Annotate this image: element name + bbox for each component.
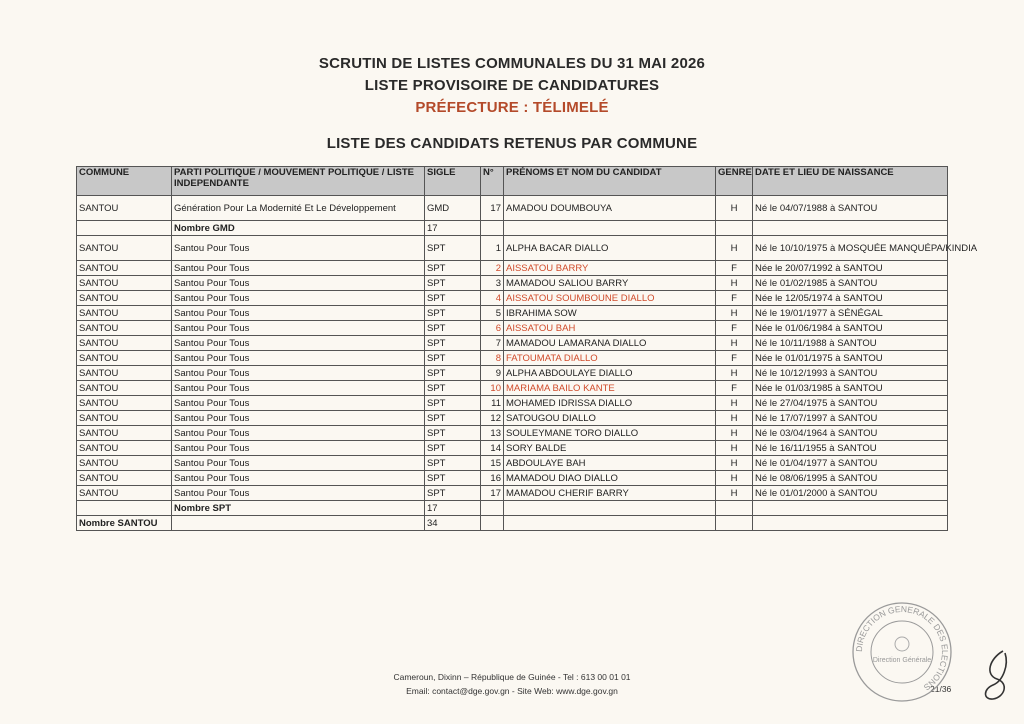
- cell-parti: Santou Pour Tous: [172, 396, 425, 411]
- table-row: [77, 411, 948, 426]
- cell-genre: F: [716, 291, 753, 306]
- cell-parti: Santou Pour Tous: [172, 306, 425, 321]
- cell-nom: MOHAMED IDRISSA DIALLO: [504, 396, 716, 411]
- cell-nom: AISSATOU BARRY: [504, 261, 716, 276]
- cell-num: 3: [481, 276, 504, 291]
- col-nom: PRÉNOMS ET NOM DU CANDIDAT: [504, 167, 716, 196]
- cell-commune: SANTOU: [77, 351, 172, 366]
- signature-mark: [975, 645, 1015, 705]
- subtotal-row-gmd: [77, 221, 948, 236]
- table-row: [77, 196, 948, 221]
- cell-nom: MAMADOU SALIOU BARRY: [504, 276, 716, 291]
- table-row: [77, 321, 948, 336]
- cell-sigle: SPT: [425, 276, 481, 291]
- cell-commune: SANTOU: [77, 456, 172, 471]
- cell-parti: Santou Pour Tous: [172, 426, 425, 441]
- cell-nom: ABDOULAYE BAH: [504, 456, 716, 471]
- cell-nom: AISSATOU BAH: [504, 321, 716, 336]
- cell-nom: MAMADOU LAMARANA DIALLO: [504, 336, 716, 351]
- cell-sigle: SPT: [425, 456, 481, 471]
- svg-text:DIRECTION GENERALE DES ELECTIO: DIRECTION GENERALE DES ELECTIONS: [853, 603, 951, 693]
- cell-naissance: Née le 20/07/1992 à SANTOU: [753, 261, 948, 276]
- cell-naissance: Né le 16/11/1955 à SANTOU: [753, 441, 948, 456]
- cell-naissance: Née le 12/05/1974 à SANTOU: [753, 291, 948, 306]
- cell-parti: Santou Pour Tous: [172, 456, 425, 471]
- cell-parti: Santou Pour Tous: [172, 471, 425, 486]
- cell-genre: H: [716, 471, 753, 486]
- table-row: [77, 426, 948, 441]
- cell-sigle: SPT: [425, 381, 481, 396]
- table-row: [77, 336, 948, 351]
- cell-parti: Santou Pour Tous: [172, 276, 425, 291]
- cell-genre: H: [716, 366, 753, 381]
- cell-num: 2: [481, 261, 504, 276]
- cell-num: 8: [481, 351, 504, 366]
- cell-naissance: Née le 01/03/1985 à SANTOU: [753, 381, 948, 396]
- cell-nom: MAMADOU CHERIF BARRY: [504, 486, 716, 501]
- page-number: 21/36: [930, 684, 952, 694]
- footer-contact: Email: contact@dge.gov.gn - Site Web: www.dge.gov.gn: [406, 686, 618, 696]
- subtotal-row-spt: [77, 501, 948, 516]
- cell-genre: H: [716, 396, 753, 411]
- cell-nom: SATOUGOU DIALLO: [504, 411, 716, 426]
- total-label: Nombre SANTOU: [77, 516, 172, 531]
- subtotal-value: 17: [425, 501, 481, 516]
- prefecture-title: PRÉFECTURE : TÉLIMELÉ: [415, 99, 609, 116]
- cell-commune: SANTOU: [77, 236, 172, 261]
- cell-parti: Santou Pour Tous: [172, 236, 425, 261]
- table-row: [77, 441, 948, 456]
- list-heading: LISTE DES CANDIDATS RETENUS PAR COMMUNE: [326, 135, 698, 152]
- cell-sigle: SPT: [425, 321, 481, 336]
- cell-genre: F: [716, 381, 753, 396]
- cell-naissance: Né le 04/07/1988 à SANTOU: [753, 196, 948, 221]
- cell-sigle: SPT: [425, 441, 481, 456]
- cell-naissance: Né le 08/06/1995 à SANTOU: [753, 471, 948, 486]
- table-row: [77, 396, 948, 411]
- cell-naissance: Né le 10/12/1993 à SANTOU: [753, 366, 948, 381]
- table-row: [77, 236, 948, 261]
- doc-title: SCRUTIN DE LISTES COMMUNALES DU 31 MAI 2026: [318, 55, 706, 72]
- cell-sigle: SPT: [425, 396, 481, 411]
- cell-num: 11: [481, 396, 504, 411]
- table-row: [77, 456, 948, 471]
- cell-parti: Santou Pour Tous: [172, 291, 425, 306]
- table-row: [77, 276, 948, 291]
- cell-naissance: Née le 01/06/1984 à SANTOU: [753, 321, 948, 336]
- subtotal-label: Nombre SPT: [172, 501, 425, 516]
- cell-nom: MAMADOU DIAO DIALLO: [504, 471, 716, 486]
- cell-sigle: SPT: [425, 261, 481, 276]
- cell-genre: F: [716, 321, 753, 336]
- total-row-commune: [77, 516, 948, 531]
- cell-nom: FATOUMATA DIALLO: [504, 351, 716, 366]
- cell-num: 6: [481, 321, 504, 336]
- cell-commune: SANTOU: [77, 486, 172, 501]
- total-value: 34: [425, 516, 481, 531]
- cell-num: 14: [481, 441, 504, 456]
- table-row: [77, 486, 948, 501]
- cell-num: 17: [481, 196, 504, 221]
- table-row: [77, 291, 948, 306]
- cell-genre: H: [716, 411, 753, 426]
- cell-num: 16: [481, 471, 504, 486]
- cell-num: 5: [481, 306, 504, 321]
- cell-commune: SANTOU: [77, 321, 172, 336]
- cell-parti: Santou Pour Tous: [172, 441, 425, 456]
- cell-commune: SANTOU: [77, 366, 172, 381]
- cell-num: 15: [481, 456, 504, 471]
- cell-sigle: SPT: [425, 336, 481, 351]
- cell-parti: Santou Pour Tous: [172, 381, 425, 396]
- cell-commune: SANTOU: [77, 426, 172, 441]
- table-row: [77, 471, 948, 486]
- doc-subtitle: LISTE PROVISOIRE DE CANDIDATURES: [364, 77, 660, 94]
- cell-parti: Santou Pour Tous: [172, 261, 425, 276]
- cell-nom: AISSATOU SOUMBOUNE DIALLO: [504, 291, 716, 306]
- cell-commune: SANTOU: [77, 336, 172, 351]
- cell-nom: IBRAHIMA SOW: [504, 306, 716, 321]
- cell-naissance: Né le 01/01/2000 à SANTOU: [753, 486, 948, 501]
- cell-parti: Santou Pour Tous: [172, 336, 425, 351]
- candidates-table: [76, 166, 978, 531]
- cell-genre: H: [716, 456, 753, 471]
- cell-naissance: Née le 01/01/1975 à SANTOU: [753, 351, 948, 366]
- col-sigle: SIGLE: [425, 167, 481, 196]
- cell-genre: H: [716, 336, 753, 351]
- cell-genre: F: [716, 351, 753, 366]
- cell-nom: SOULEYMANE TORO DIALLO: [504, 426, 716, 441]
- cell-commune: SANTOU: [77, 441, 172, 456]
- cell-num: 10: [481, 381, 504, 396]
- table-row: [77, 261, 948, 276]
- cell-parti: Santou Pour Tous: [172, 411, 425, 426]
- cell-sigle: SPT: [425, 351, 481, 366]
- table-row: [77, 351, 948, 366]
- cell-genre: F: [716, 261, 753, 276]
- cell-num: 1: [481, 236, 504, 261]
- col-genre: GENRE: [716, 167, 753, 196]
- cell-sigle: SPT: [425, 426, 481, 441]
- cell-commune: SANTOU: [77, 196, 172, 221]
- footer-address: Cameroun, Dixinn – République de Guinée - Tel : 613 00 01 01: [393, 672, 631, 682]
- table-row: [77, 381, 948, 396]
- cell-sigle: SPT: [425, 366, 481, 381]
- cell-naissance: Né le 17/07/1997 à SANTOU: [753, 411, 948, 426]
- col-parti: PARTI POLITIQUE / MOUVEMENT POLITIQUE / LISTE INDEPENDANTE: [172, 167, 425, 196]
- cell-parti: Santou Pour Tous: [172, 366, 425, 381]
- svg-text:Direction Générale: Direction Générale: [872, 657, 932, 664]
- cell-naissance: Né le 03/04/1964 à SANTOU: [753, 426, 948, 441]
- table-row: [77, 306, 948, 321]
- subtotal-label: Nombre GMD: [172, 221, 425, 236]
- cell-naissance: Né le 27/04/1975 à SANTOU: [753, 396, 948, 411]
- cell-num: 7: [481, 336, 504, 351]
- cell-nom: SORY BALDE: [504, 441, 716, 456]
- cell-parti: Santou Pour Tous: [172, 321, 425, 336]
- cell-genre: H: [716, 196, 753, 221]
- cell-num: 13: [481, 426, 504, 441]
- col-commune: COMMUNE: [77, 167, 172, 196]
- cell-num: 12: [481, 411, 504, 426]
- cell-commune: SANTOU: [77, 381, 172, 396]
- col-num: N°: [481, 167, 504, 196]
- cell-genre: H: [716, 306, 753, 321]
- cell-parti: Santou Pour Tous: [172, 351, 425, 366]
- cell-sigle: SPT: [425, 411, 481, 426]
- cell-sigle: SPT: [425, 236, 481, 261]
- cell-naissance: Né le 01/04/1977 à SANTOU: [753, 456, 948, 471]
- col-naissance: DATE ET LIEU DE NAISSANCE: [753, 167, 948, 196]
- cell-commune: SANTOU: [77, 276, 172, 291]
- cell-num: 17: [481, 486, 504, 501]
- cell-parti: Santou Pour Tous: [172, 486, 425, 501]
- cell-commune: SANTOU: [77, 261, 172, 276]
- cell-nom: ALPHA BACAR DIALLO: [504, 236, 716, 261]
- cell-sigle: SPT: [425, 306, 481, 321]
- cell-nom: ALPHA ABDOULAYE DIALLO: [504, 366, 716, 381]
- cell-sigle: SPT: [425, 291, 481, 306]
- cell-genre: H: [716, 276, 753, 291]
- cell-sigle: SPT: [425, 471, 481, 486]
- cell-num: 9: [481, 366, 504, 381]
- cell-nom: MARIAMA BAILO KANTE: [504, 381, 716, 396]
- subtotal-value: 17: [425, 221, 481, 236]
- cell-naissance: Né le 19/01/1977 à SÉNÉGAL: [753, 306, 948, 321]
- table-header-row: [77, 167, 948, 196]
- cell-naissance: Né le 10/10/1975 à MOSQUÉE MANQUÉPA/KINDIA: [753, 236, 948, 261]
- cell-parti: Génération Pour La Modernité Et Le Développement: [172, 196, 425, 221]
- cell-naissance: Né le 01/02/1985 à SANTOU: [753, 276, 948, 291]
- cell-commune: SANTOU: [77, 396, 172, 411]
- cell-commune: SANTOU: [77, 291, 172, 306]
- cell-commune: SANTOU: [77, 471, 172, 486]
- cell-genre: H: [716, 441, 753, 456]
- cell-sigle: SPT: [425, 486, 481, 501]
- cell-num: 4: [481, 291, 504, 306]
- table-row: [77, 366, 948, 381]
- cell-genre: H: [716, 236, 753, 261]
- cell-commune: SANTOU: [77, 411, 172, 426]
- cell-genre: H: [716, 486, 753, 501]
- cell-sigle: GMD: [425, 196, 481, 221]
- cell-genre: H: [716, 426, 753, 441]
- cell-naissance: Né le 10/11/1988 à SANTOU: [753, 336, 948, 351]
- official-stamp: [850, 600, 954, 704]
- cell-nom: AMADOU DOUMBOUYA: [504, 196, 716, 221]
- cell-commune: SANTOU: [77, 306, 172, 321]
